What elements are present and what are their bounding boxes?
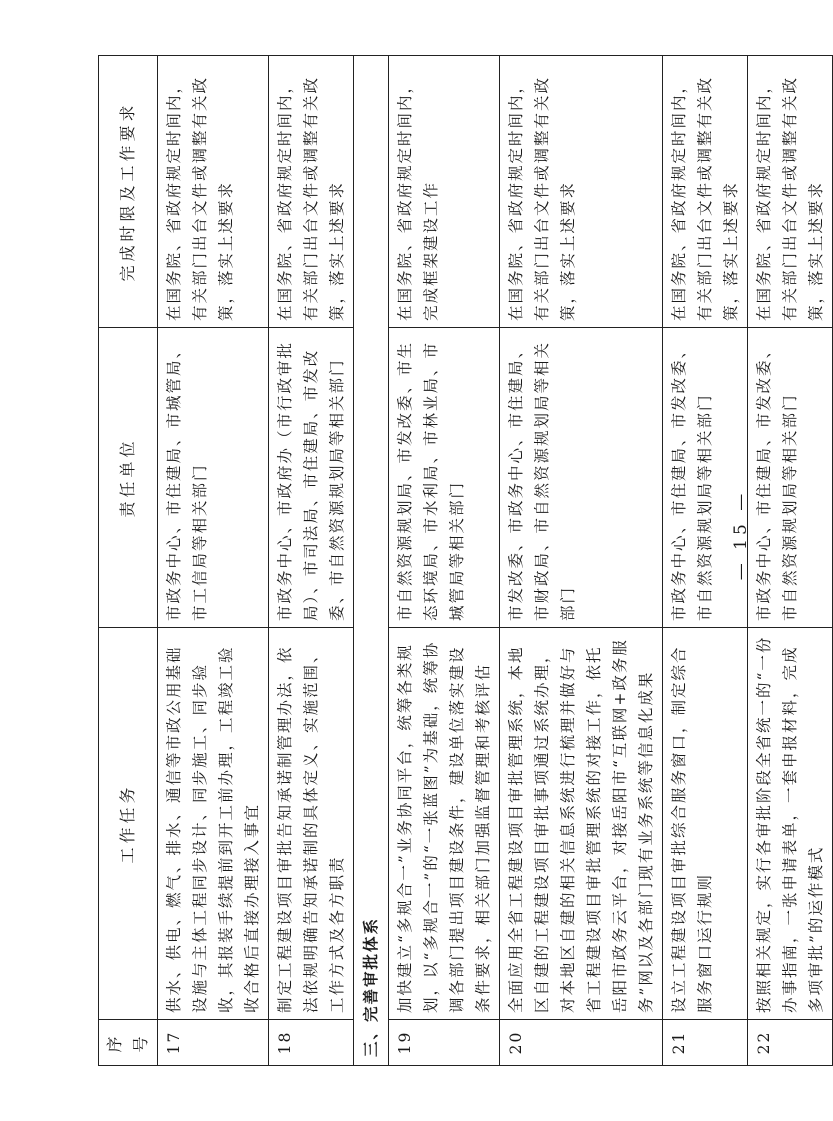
table-header-row xyxy=(99,56,158,1066)
row-time: 在国务院、省政府规定时间内，有关部门出台文件或调整有关政策，落实上述要求 xyxy=(158,56,269,328)
table-row xyxy=(389,56,500,1066)
row-time: 在国务院、省政府规定时间内，有关部门出台文件或调整有关政策，落实上述要求 xyxy=(748,56,833,328)
section-row xyxy=(354,56,389,1066)
row-num: 17 xyxy=(158,1020,269,1066)
row-time: 在国务院、省政府规定时间内，有关部门出台文件或调整有关政策，落实上述要求 xyxy=(500,56,663,328)
task-table xyxy=(98,55,833,1066)
row-unit: 市政务中心、市政府办（市行政审批局）、市司法局、市住建局、市发改委、市自然资源规划局等相关部门 xyxy=(269,328,354,628)
table-row xyxy=(500,56,663,1066)
row-task: 全面应用全省工程建设项目审批管理系统，本地区自建的工程建设项目审批事项通过系统办理，对本地区自建的相关信息系统进行梳理并做好与省工程建设项目审批管理系统的对接工作，依托岳阳市政务云平台，对接岳阳市“互联网+政务服务”网以及各部门现有业务系统等信息化成果 xyxy=(500,628,663,1020)
row-task: 按照相关规定，实行各审批阶段全省统一的“一份办事指南，一张申请表单，一套申报材料，完成多项审批”的运作模式 xyxy=(748,628,833,1020)
header-task: 工作任务 xyxy=(99,628,158,1020)
row-num: 22 xyxy=(748,1020,833,1066)
row-unit: 市发改委、市政务中心、市住建局、市财政局、市自然资源规划局等相关部门 xyxy=(500,328,663,628)
table-row xyxy=(158,56,269,1066)
row-num: 19 xyxy=(389,1020,500,1066)
row-unit: 市政务中心、市住建局、市城管局、市工信局等相关部门 xyxy=(158,328,269,628)
page-number: — 15 — xyxy=(731,489,752,581)
row-num: 21 xyxy=(663,1020,748,1066)
header-unit: 责任单位 xyxy=(99,328,158,628)
header-num: 序号 xyxy=(99,1020,158,1066)
section-title: 三、完善审批体系 xyxy=(354,56,389,1066)
row-time: 在国务院、省政府规定时间内，有关部门出台文件或调整有关政策，落实上述要求 xyxy=(269,56,354,328)
row-task: 制定工程建设项目审批告知承诺制管理办法，依法依规明确告知承诺制的具体定义、实施范围、工作方式及各方职责 xyxy=(269,628,354,1020)
row-num: 18 xyxy=(269,1020,354,1066)
row-task: 设立工程建设项目审批综合服务窗口，制定综合服务窗口运行规则 xyxy=(663,628,748,1020)
row-unit: 市自然资源规划局、市发改委、市生态环境局、市水利局、市林业局、市城管局等相关部门 xyxy=(389,328,500,628)
row-task: 加快建立“多规合一”业务协同平台，统筹各类规划，以“多规合一”的“一张蓝图”为基础，统筹协调各部门提出项目建设条件，建设单位落实建设条件要求，相关部门加强监督管理和考核评估 xyxy=(389,628,500,1020)
row-time: 在国务院、省政府规定时间内，有关部门出台文件或调整有关政策，落实上述要求 xyxy=(663,56,748,328)
table-row xyxy=(748,56,833,1066)
header-time: 完成时限及工作要求 xyxy=(99,56,158,328)
row-unit: 市政务中心、市住建局、市发改委、市自然资源规划局等相关部门 xyxy=(748,328,833,628)
row-num: 20 xyxy=(500,1020,663,1066)
table-row xyxy=(269,56,354,1066)
row-unit: 市政务中心、市住建局、市发改委、市自然资源规划局等相关部门 xyxy=(663,328,748,628)
row-task: 供水、供电、燃气、排水、通信等市政公用基础设施与主体工程同步设计、同步施工、同步验收，其报装手续提前到开工前办理，工程竣工验收合格后直接办理接入事宜 xyxy=(158,628,269,1020)
row-time: 在国务院、省政府规定时间内，完成框架建设工作 xyxy=(389,56,500,328)
